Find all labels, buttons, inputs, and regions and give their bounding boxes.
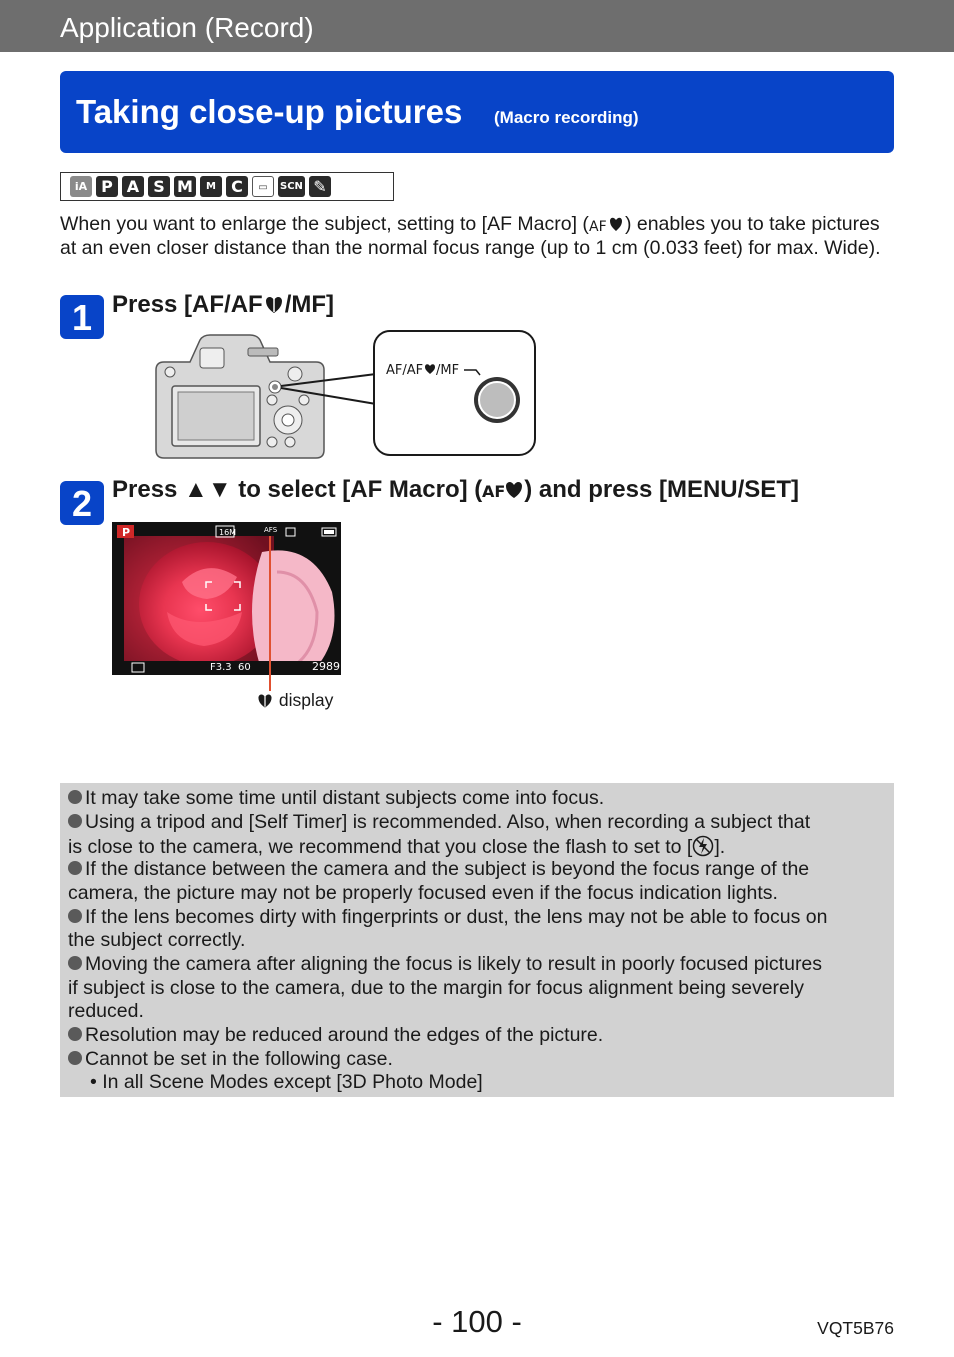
lcd-afs-indicator: AFS xyxy=(264,526,278,534)
scene-mode-icon: SCN xyxy=(278,176,305,197)
intro-text-2: ) enables you to take pictures at an even closer distance than the normal focus range (up to 1 cm (0.033 feet) for max. Wide). xyxy=(60,213,881,259)
lcd-size-indicator: 16M xyxy=(219,528,237,537)
bullet-icon xyxy=(68,956,82,970)
note-text: Cannot be set in the following case. xyxy=(85,1048,393,1070)
lcd-fstop: F3.3 xyxy=(210,662,232,673)
notes-box xyxy=(60,783,894,1097)
note-item xyxy=(68,1048,888,1072)
intro-paragraph xyxy=(60,213,900,260)
rose-photo xyxy=(112,522,341,675)
bullet-icon xyxy=(68,861,82,875)
step-1-number: 1 xyxy=(60,295,104,339)
page-subtitle: (Macro recording) xyxy=(494,108,639,127)
creative-control-mode-icon: ✎ xyxy=(309,176,331,197)
intelligent-auto-mode-icon: iA xyxy=(70,176,92,197)
svg-text:AF: AF xyxy=(482,482,506,501)
page-number: - 100 - xyxy=(432,1304,522,1339)
note-continuation: reduced. xyxy=(68,1000,144,1022)
note-continuation: is close to the camera, we recommend that you close the flash to set to [ ]. xyxy=(68,836,726,858)
shutter-mode-icon: S xyxy=(148,176,170,197)
creative-video-mode-icon: M xyxy=(200,176,222,197)
flash-off-icon xyxy=(692,835,714,857)
bullet-icon xyxy=(68,1051,82,1065)
aperture-mode-icon: A xyxy=(122,176,144,197)
note-text: Resolution may be reduced around the edges of the picture. xyxy=(85,1024,604,1046)
camera-illustration xyxy=(148,330,540,462)
note-continuation: camera, the picture may not be properly focused even if the focus indication lights. xyxy=(68,882,778,904)
bullet-icon xyxy=(68,1027,82,1041)
custom-mode-icon: C xyxy=(226,176,248,197)
bullet-icon xyxy=(68,790,82,804)
svg-text:AF: AF xyxy=(588,219,607,234)
note-text: Using a tripod and [Self Timer] is recommended. Also, when recording a subject that xyxy=(85,811,811,833)
manual-mode-icon: M xyxy=(174,176,196,197)
macro-flower-icon xyxy=(256,692,274,710)
program-mode-icon: P xyxy=(96,176,118,197)
step-2-title-suffix: ) and press [MENU/SET] xyxy=(524,476,799,503)
step-2-title-prefix: Press ▲▼ to select [AF Macro] ( xyxy=(112,476,483,503)
note-sub-item: • In all Scene Modes except [3D Photo Mode] xyxy=(90,1071,483,1093)
step-1-title xyxy=(112,291,334,319)
intro-text-1: When you want to enlarge the subject, setting to [AF Macro] ( xyxy=(60,213,589,235)
note-item xyxy=(68,953,888,977)
lcd-mode-indicator: P xyxy=(122,526,131,539)
step-1-title-suffix: /MF] xyxy=(284,291,335,318)
note-item xyxy=(68,906,888,930)
note-continuation: if subject is close to the camera, due to the margin for focus alignment being severely xyxy=(68,977,804,999)
recording-mode-icons xyxy=(60,172,394,201)
note-continuation: the subject correctly. xyxy=(68,929,246,951)
af-mf-callout-suffix: /MF xyxy=(436,363,460,378)
step-2-number: 2 xyxy=(60,481,104,525)
note-item xyxy=(68,787,888,811)
lcd-remaining-shots: 2989 xyxy=(312,660,340,673)
display-leader-line xyxy=(269,675,271,691)
note-item xyxy=(68,811,888,835)
bullet-icon xyxy=(68,814,82,828)
section-header: Application (Record) xyxy=(60,12,314,43)
note-text: It may take some time until distant subjects come into focus. xyxy=(85,787,605,809)
note-item xyxy=(68,858,888,882)
lcd-shutter: 60 xyxy=(238,662,251,673)
step-1-title-prefix: Press [AF/AF xyxy=(112,291,263,318)
af-mf-callout-prefix: AF/AF xyxy=(386,363,424,378)
panorama-mode-icon: ▭ xyxy=(252,176,274,197)
bullet-icon xyxy=(68,909,82,923)
page-title: Taking close-up pictures xyxy=(76,93,463,130)
af-macro-icon xyxy=(589,214,625,234)
section-header-bar xyxy=(0,0,954,52)
display-label: display xyxy=(278,690,334,710)
note-text: Moving the camera after aligning the focus is likely to result in poorly focused pictures xyxy=(85,953,823,975)
step-2-title xyxy=(112,476,799,504)
lcd-preview xyxy=(112,522,341,675)
title-banner xyxy=(60,71,894,153)
note-item xyxy=(68,1024,888,1048)
document-code: VQT5B76 xyxy=(817,1318,894,1338)
note-text: If the lens becomes dirty with fingerprints or dust, the lens may not be able to focus on xyxy=(85,906,828,928)
af-macro-icon xyxy=(482,477,524,501)
note-text: If the distance between the camera and the subject is beyond the focus range of the xyxy=(85,858,810,880)
macro-flower-icon xyxy=(263,294,285,316)
macro-display-caption xyxy=(256,690,333,711)
